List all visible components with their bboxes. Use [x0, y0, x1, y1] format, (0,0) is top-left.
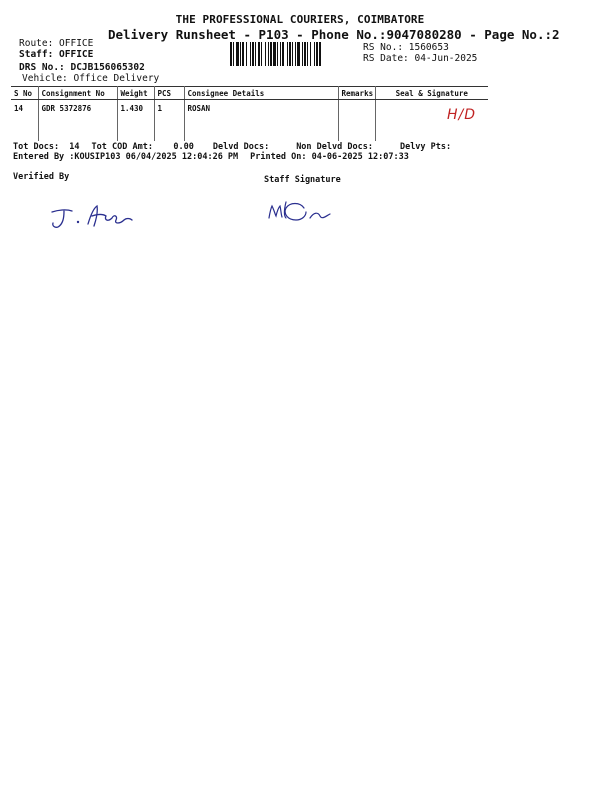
- rs-date: RS Date: 04-Jun-2025: [363, 53, 478, 64]
- barcode-bar: [240, 42, 241, 66]
- barcode-bar: [314, 42, 315, 66]
- totals-row: [13, 142, 451, 152]
- staff-signature: [266, 196, 336, 228]
- barcode-bar: [250, 42, 251, 66]
- barcode-bar: [273, 42, 276, 66]
- company-title: THE PROFESSIONAL COURIERS, COIMBATORE: [175, 13, 425, 26]
- barcode-bar: [310, 42, 311, 66]
- column-header: Remarks: [338, 87, 375, 100]
- barcode-bar: [302, 42, 303, 66]
- s-no-cell: 14: [11, 100, 38, 142]
- vehicle-label: Vehicle: Office Delivery: [22, 73, 160, 84]
- staff-signature-label: Staff Signature: [264, 175, 341, 185]
- non-delivered-docs: Non Delvd Docs:: [296, 142, 373, 152]
- column-header: Weight: [117, 87, 154, 100]
- delivery-points: Delvy Pts:: [399, 142, 452, 152]
- barcode-bar: [316, 42, 318, 66]
- barcode-bar: [270, 42, 272, 66]
- entered-printed-row: [13, 152, 409, 162]
- runsheet-table: [11, 86, 488, 141]
- column-header: Consignee Details: [184, 87, 338, 100]
- barcode-bar: [292, 42, 293, 66]
- barcode-bar: [258, 42, 260, 66]
- total-docs: Tot Docs: 14: [13, 142, 80, 152]
- route-label: Route: OFFICE: [19, 38, 94, 49]
- barcode-bar: [277, 42, 278, 66]
- staff-label: Staff: OFFICE: [19, 49, 94, 60]
- barcode-bar: [236, 42, 239, 66]
- table-row: [11, 100, 488, 142]
- barcode-bar: [246, 42, 247, 66]
- column-header: S No: [11, 87, 38, 100]
- barcode-bar: [280, 42, 281, 66]
- barcode-bar: [233, 42, 234, 66]
- verified-by-signature: [48, 200, 138, 232]
- barcode-bar: [287, 42, 288, 66]
- column-header: Consignment No: [38, 87, 117, 100]
- total-cod-amount: Tot COD Amt: 0.00: [91, 142, 194, 152]
- barcode-bar: [282, 42, 284, 66]
- barcode-bar: [255, 42, 256, 66]
- barcode-bar: [261, 42, 262, 66]
- table-header-row: [11, 87, 488, 100]
- printed-on: Printed On: 04-06-2025 12:07:33: [250, 152, 409, 162]
- barcode-bar: [252, 42, 254, 66]
- barcode-bar: [297, 42, 300, 66]
- barcode-image: [230, 42, 356, 66]
- barcode-bar: [295, 42, 296, 66]
- barcode-bar: [268, 42, 269, 66]
- barcode-bar: [304, 42, 306, 66]
- pcs-cell: 1: [154, 100, 184, 142]
- weight-cell: 1.430: [117, 100, 154, 142]
- runsheet-title: Delivery Runsheet - P103 - Phone No.:9047080280 - Page No.:2: [108, 27, 560, 42]
- barcode-bar: [265, 42, 266, 66]
- handwritten-delivery-mark: H/D: [447, 107, 477, 123]
- entered-by: Entered By :KOUSIP103 06/04/2025 12:04:26 PM: [13, 152, 239, 162]
- verified-by-label: Verified By: [13, 172, 70, 182]
- column-header: Seal & Signature: [375, 87, 488, 100]
- rs-number: RS No.: 1560653: [363, 42, 449, 53]
- consignment-no-cell: GDR 5372876: [38, 100, 117, 142]
- barcode-bar: [242, 42, 244, 66]
- barcode-bar: [289, 42, 291, 66]
- column-header: PCS: [154, 87, 184, 100]
- barcode-bar: [307, 42, 308, 66]
- delivered-docs: Delvd Docs:: [212, 142, 270, 152]
- consignee-cell: ROSAN: [184, 100, 338, 142]
- remarks-cell: [338, 100, 375, 142]
- barcode-bar: [230, 42, 232, 66]
- barcode-bar: [319, 42, 321, 66]
- drs-number: DRS No.: DCJB156065302: [19, 62, 145, 73]
